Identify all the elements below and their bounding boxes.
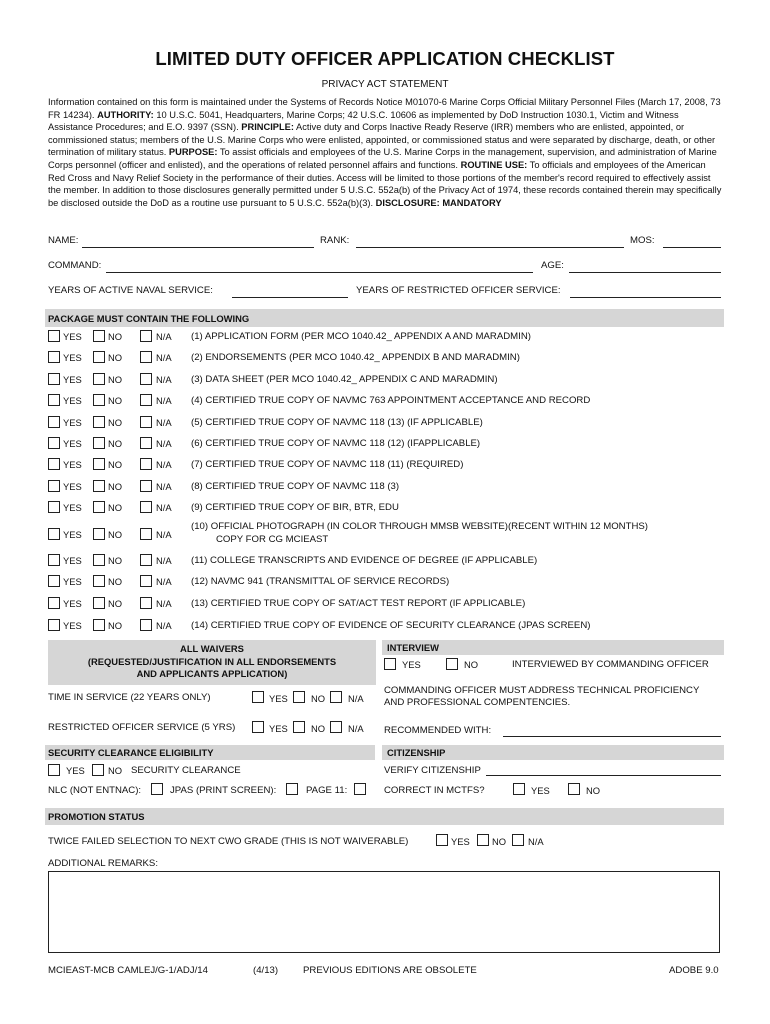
package-item-3-na-checkbox[interactable] — [140, 373, 152, 385]
package-item-12-na-label: N/A — [156, 576, 172, 587]
package-item-6-no-label: NO — [108, 438, 123, 449]
age-label: AGE: — [541, 260, 564, 271]
purpose-text: To assist officials and employees of the U.S. Marine Corps in the management, supervision, and administration of Marine Corps personnel (officer and enlisted), and the operations of related personnel affairs and functions. — [48, 147, 717, 170]
restricted-service-na-label: N/A — [348, 723, 364, 734]
twice-failed-na-checkbox[interactable] — [512, 834, 524, 846]
package-item-13-no-label: NO — [108, 598, 123, 609]
package-item-4-na-checkbox[interactable] — [140, 394, 152, 406]
routine-use-label: ROUTINE USE: — [460, 159, 528, 170]
package-item-1-yes-label: YES — [63, 331, 82, 342]
time-in-service-na-checkbox[interactable] — [330, 691, 342, 703]
time-in-service-yes-label: YES — [269, 693, 288, 704]
jpas-label: JPAS (PRINT SCREEN): — [170, 785, 277, 796]
jpas-checkbox[interactable] — [286, 783, 298, 795]
page-title: LIMITED DUTY OFFICER APPLICATION CHECKLIST — [155, 48, 615, 69]
years-active-input[interactable] — [232, 297, 348, 298]
package-item-10-na-label: N/A — [156, 529, 172, 540]
package-item-2-no-checkbox[interactable] — [93, 351, 105, 363]
security-no-label: NO — [108, 765, 123, 776]
security-yes-label: YES — [66, 765, 85, 776]
mctfs-yes-checkbox[interactable] — [513, 783, 525, 795]
package-item-2-yes-checkbox[interactable] — [48, 351, 60, 363]
package-item-9-yes-checkbox[interactable] — [48, 501, 60, 513]
package-item-10-yes-label: YES — [63, 529, 82, 540]
package-item-5-na-checkbox[interactable] — [140, 416, 152, 428]
package-item-10-text-line2: COPY FOR CG MCIEAST — [216, 534, 329, 545]
waivers-header — [48, 640, 376, 685]
package-item-11-text: (11) COLLEGE TRANSCRIPTS AND EVIDENCE OF DEGREE (IF APPLICABLE) — [191, 555, 538, 566]
package-item-8-yes-checkbox[interactable] — [48, 480, 60, 492]
package-item-8-no-checkbox[interactable] — [93, 480, 105, 492]
years-active-label: YEARS OF ACTIVE NAVAL SERVICE: — [48, 285, 213, 296]
mctfs-no-label: NO — [586, 785, 601, 796]
citizenship-header-text: CITIZENSHIP — [387, 747, 446, 758]
package-item-6-na-label: N/A — [156, 438, 172, 449]
twice-failed-yes-checkbox[interactable] — [436, 834, 448, 846]
package-item-9-yes-label: YES — [63, 502, 82, 513]
interview-no-checkbox[interactable] — [446, 658, 458, 670]
package-item-11-yes-label: YES — [63, 555, 82, 566]
authority-label: AUTHORITY: — [97, 109, 154, 120]
restricted-service-no-label: NO — [311, 723, 326, 734]
nlc-checkbox[interactable] — [151, 783, 163, 795]
package-item-6-text: (6) CERTIFIED TRUE COPY OF NAVMC 118 (12) (IFAPPLICABLE) — [191, 438, 481, 449]
principle-text: Active duty and Corps Inactive Ready Reserve (IRR) members who are enlisted, appointed, or commissioned status; members of the U.S. Marine Corps who were enlisted, appointed, or commissioned status and were separated by discharge, death, or other termination of military status. — [48, 122, 716, 158]
time-in-service-na-label: N/A — [348, 693, 364, 704]
years-restricted-label: YEARS OF RESTRICTED OFFICER SERVICE: — [356, 285, 561, 296]
authority-text: 10 U.S.C. 5041, Headquarters, Marine Corps; 42 U.S.C. 10606 as implemented by DoD Instruction 1030.1, Victim and Witness Assistance Procedures; and E.O. 9397 (SSN). — [48, 109, 679, 133]
twice-failed-yes-label: YES — [451, 836, 470, 847]
package-item-8-na-checkbox[interactable] — [140, 480, 152, 492]
package-item-3-na-label: N/A — [156, 374, 172, 385]
twice-failed-label: TWICE FAILED SELECTION TO NEXT CWO GRADE (THIS IS NOT WAIVERABLE) — [48, 836, 409, 847]
package-item-5-text: (5) CERTIFIED TRUE COPY OF NAVMC 118 (13) (IF APPLICABLE) — [191, 417, 483, 428]
recommended-with-label: RECOMMENDED WITH: — [384, 725, 492, 736]
package-item-6-yes-label: YES — [63, 438, 82, 449]
package-item-9-na-label: N/A — [156, 502, 172, 513]
remarks-textarea[interactable] — [48, 871, 720, 953]
package-item-6-yes-checkbox[interactable] — [48, 437, 60, 449]
package-item-14-yes-label: YES — [63, 620, 82, 631]
waivers-subtitle-2: AND APPLICANTS APPLICATION) — [136, 668, 288, 679]
package-item-10-na-checkbox[interactable] — [140, 528, 152, 540]
package-item-11-na-label: N/A — [156, 555, 172, 566]
package-item-10-yes-checkbox[interactable] — [48, 528, 60, 540]
package-item-10-no-checkbox[interactable] — [93, 528, 105, 540]
co-requirement-line1: COMMANDING OFFICER MUST ADDRESS TECHNICAL PROFICIENCY — [384, 685, 700, 696]
package-item-1-na-checkbox[interactable] — [140, 330, 152, 342]
time-in-service-label: TIME IN SERVICE (22 YEARS ONLY) — [48, 692, 211, 703]
package-item-13-na-checkbox[interactable] — [140, 597, 152, 609]
package-item-4-yes-label: YES — [63, 395, 82, 406]
interviewed-by-co: INTERVIEWED BY COMMANDING OFFICER — [512, 659, 709, 670]
recommended-with-input[interactable] — [503, 736, 721, 737]
twice-failed-na-label: N/A — [528, 836, 544, 847]
package-item-1-na-label: N/A — [156, 331, 172, 342]
package-item-2-yes-label: YES — [63, 352, 82, 363]
command-label: COMMAND: — [48, 260, 102, 271]
restricted-service-yes-checkbox[interactable] — [252, 721, 264, 733]
package-item-3-no-label: NO — [108, 374, 123, 385]
package-item-3-text: (3) DATA SHEET (PER MCO 1040.42_ APPENDIX C AND MARADMIN) — [191, 374, 498, 385]
restricted-service-label: RESTRICTED OFFICER SERVICE (5 YRS) — [48, 722, 236, 733]
package-item-7-text: (7) CERTIFIED TRUE COPY OF NAVMC 118 (11) (REQUIRED) — [191, 459, 464, 470]
restricted-service-yes-label: YES — [269, 723, 288, 734]
years-restricted-input[interactable] — [570, 297, 721, 298]
package-item-1-no-checkbox[interactable] — [93, 330, 105, 342]
form-date: (4/13) — [253, 965, 279, 976]
package-item-11-no-checkbox[interactable] — [93, 554, 105, 566]
correct-in-mctfs-label: CORRECT IN MCTFS? — [384, 785, 485, 796]
restricted-service-no-checkbox[interactable] — [293, 721, 305, 733]
package-item-7-yes-checkbox[interactable] — [48, 458, 60, 470]
verify-citizenship-input[interactable] — [486, 775, 721, 776]
package-item-8-text: (8) CERTIFIED TRUE COPY OF NAVMC 118 (3) — [191, 481, 400, 492]
package-item-2-na-checkbox[interactable] — [140, 351, 152, 363]
twice-failed-no-label: NO — [492, 836, 507, 847]
package-item-12-no-label: NO — [108, 576, 123, 587]
package-item-7-no-label: NO — [108, 459, 123, 470]
restricted-service-na-checkbox[interactable] — [330, 721, 342, 733]
page11-label: PAGE 11: — [306, 785, 348, 796]
promotion-header — [45, 808, 724, 825]
security-no-checkbox[interactable] — [92, 764, 104, 776]
package-item-4-no-label: NO — [108, 395, 123, 406]
software-version: ADOBE 9.0 — [669, 965, 719, 976]
interview-header — [382, 640, 724, 655]
package-item-5-no-label: NO — [108, 417, 123, 428]
promotion-header-text: PROMOTION STATUS — [48, 811, 145, 822]
obsolete-notice: PREVIOUS EDITIONS ARE OBSOLETE — [303, 965, 477, 976]
form-number: MCIEAST-MCB CAMLEJ/G-1/ADJ/14 — [48, 965, 208, 976]
package-item-5-na-label: N/A — [156, 417, 172, 428]
package-item-8-no-label: NO — [108, 481, 123, 492]
package-item-3-yes-label: YES — [63, 374, 82, 385]
package-item-1-yes-checkbox[interactable] — [48, 330, 60, 342]
package-item-14-na-checkbox[interactable] — [140, 619, 152, 631]
package-item-12-text: (12) NAVMC 941 (TRANSMITTAL OF SERVICE RECORDS) — [191, 576, 450, 587]
time-in-service-no-checkbox[interactable] — [293, 691, 305, 703]
disclosure-text: MANDATORY — [442, 197, 502, 208]
package-item-5-yes-label: YES — [63, 417, 82, 428]
package-item-1-text: (1) APPLICATION FORM (PER MCO 1040.42_ APPENDIX A AND MARADMIN) — [191, 331, 531, 342]
package-item-14-no-checkbox[interactable] — [93, 619, 105, 631]
mos-input[interactable] — [663, 247, 721, 248]
package-item-7-no-checkbox[interactable] — [93, 458, 105, 470]
rank-label: RANK: — [320, 235, 350, 246]
security-header-text: SECURITY CLEARANCE ELIGIBILITY — [48, 747, 214, 758]
age-input[interactable] — [569, 272, 721, 273]
interview-yes-checkbox[interactable] — [384, 658, 396, 670]
interview-yes-label: YES — [402, 659, 421, 670]
mctfs-no-checkbox[interactable] — [568, 783, 580, 795]
purpose-label: PURPOSE: — [168, 147, 218, 158]
package-item-5-no-checkbox[interactable] — [93, 416, 105, 428]
verify-citizenship-label: VERIFY CITIZENSHIP — [384, 765, 481, 776]
package-item-8-na-label: N/A — [156, 481, 172, 492]
package-item-14-yes-checkbox[interactable] — [48, 619, 60, 631]
package-item-10-no-label: NO — [108, 529, 123, 540]
package-item-9-text: (9) CERTIFIED TRUE COPY OF BIR, BTR, EDU — [191, 502, 399, 513]
security-clearance-label: SECURITY CLEARANCE — [131, 765, 241, 776]
security-header — [45, 745, 375, 760]
name-label: NAME: — [48, 235, 79, 246]
package-item-5-yes-checkbox[interactable] — [48, 416, 60, 428]
package-item-7-na-checkbox[interactable] — [140, 458, 152, 470]
routine-use-text: To officials and employees of the American Red Cross and Navy Relief Society in the performance of their duties. Access will be limited to those portions of the member's record required to effectively assist the member. In addition to those disclosures generally permitted under 5 U.S.C. 552a(b) of the Privacy Act of 1974, these records contained therein may specifically be disclosed outside the DoD as a routine use pursuant to 5 U.S.C. 552a(b)(3). — [48, 159, 722, 208]
package-item-6-na-checkbox[interactable] — [140, 437, 152, 449]
waivers-title: ALL WAIVERS — [180, 643, 244, 654]
time-in-service-no-label: NO — [311, 693, 326, 704]
time-in-service-yes-checkbox[interactable] — [252, 691, 264, 703]
twice-failed-no-checkbox[interactable] — [477, 834, 489, 846]
package-item-12-yes-checkbox[interactable] — [48, 575, 60, 587]
nlc-label: NLC (NOT ENTNAC): — [48, 785, 142, 796]
package-item-2-na-label: N/A — [156, 352, 172, 363]
package-item-12-na-checkbox[interactable] — [140, 575, 152, 587]
privacy-heading: PRIVACY ACT STATEMENT — [321, 79, 449, 90]
package-item-13-text: (13) CERTIFIED TRUE COPY OF SAT/ACT TEST REPORT (IF APPLICABLE) — [191, 598, 526, 609]
package-item-8-yes-label: YES — [63, 481, 82, 492]
package-item-4-no-checkbox[interactable] — [93, 394, 105, 406]
package-item-3-yes-checkbox[interactable] — [48, 373, 60, 385]
interview-no-label: NO — [464, 659, 479, 670]
package-item-9-no-checkbox[interactable] — [93, 501, 105, 513]
security-yes-checkbox[interactable] — [48, 764, 60, 776]
interview-header-text: INTERVIEW — [387, 642, 439, 653]
package-item-13-na-label: N/A — [156, 598, 172, 609]
citizenship-header — [382, 745, 724, 760]
package-item-10-text: (10) OFFICIAL PHOTOGRAPH (IN COLOR THROUGH MMSB WEBSITE)(RECENT WITHIN 12 MONTHS) — [191, 521, 648, 532]
package-item-4-text: (4) CERTIFIED TRUE COPY OF NAVMC 763 APPOINTMENT ACCEPTANCE AND RECORD — [191, 395, 591, 406]
package-item-11-yes-checkbox[interactable] — [48, 554, 60, 566]
mctfs-yes-label: YES — [531, 785, 550, 796]
package-item-13-yes-label: YES — [63, 598, 82, 609]
page11-checkbox[interactable] — [354, 783, 366, 795]
package-item-11-na-checkbox[interactable] — [140, 554, 152, 566]
privacy-statement: Information contained on this form is maintained under the Systems of Records Notice M01070-6 Marine Corps Official Military Personnel Files (March 17, 2008, 73 FR 14234). AUTHORITY: 10 U.S.C. 5041, Headquarters, Marine Corps; 42 U.S.C. 10606 as implemented by DoD Instruction 1030.1, Victim and Witness Assistance Procedures; and E.O. 9397 (SSN). PRINCIPLE: Active duty and Corps Inactive Ready Reserve (IRR) members who are enlisted, appointed, or commissioned status; members of the U.S. Marine Corps who were enlisted, appointed, or commissioned status and were separated by discharge, death, or other termination of military status. PURPOSE: To assist officials and employees of the U.S. Marine Corps in the management, supervision, and administration of Marine Corps personnel (officer and enlisted), and the operations of related personnel affairs and functions. ROUTINE USE: To officials and employees of the American Red Cross and Navy Relief Society in the performance of their duties. Access will be limited to those portions of the member's record required to effectively assist the member. In addition to those disclosures generally permitted under 5 U.S.C. 552a(b) of the Privacy Act of 1974, these records contained therein may specifically be disclosed outside the DoD as a routine use pursuant to 5 U.S.C. 552a(b)(3). DISCLOSURE: MANDATORY — [48, 97, 722, 208]
package-item-13-no-checkbox[interactable] — [93, 597, 105, 609]
package-item-2-text: (2) ENDORSEMENTS (PER MCO 1040.42_ APPENDIX B AND MARADMIN) — [191, 352, 520, 363]
package-item-1-no-label: NO — [108, 331, 123, 342]
name-input[interactable] — [82, 247, 314, 248]
package-item-6-no-checkbox[interactable] — [93, 437, 105, 449]
package-item-14-na-label: N/A — [156, 620, 172, 631]
package-item-7-na-label: N/A — [156, 459, 172, 470]
package-item-9-na-checkbox[interactable] — [140, 501, 152, 513]
mos-label: MOS: — [630, 235, 655, 246]
principle-label: PRINCIPLE: — [241, 122, 294, 133]
command-input[interactable] — [106, 272, 533, 273]
package-item-12-no-checkbox[interactable] — [93, 575, 105, 587]
waivers-subtitle-1: (REQUESTED/JUSTIFICATION IN ALL ENDORSEMENTS — [87, 655, 337, 667]
package-item-11-no-label: NO — [108, 555, 123, 566]
package-item-9-no-label: NO — [108, 502, 123, 513]
package-item-14-no-label: NO — [108, 620, 123, 631]
disclosure-label: DISCLOSURE — [375, 197, 437, 208]
package-header-text: PACKAGE MUST CONTAIN THE FOLLOWING — [48, 313, 250, 324]
remarks-label: ADDITIONAL REMARKS: — [48, 858, 158, 869]
package-item-4-yes-checkbox[interactable] — [48, 394, 60, 406]
package-item-13-yes-checkbox[interactable] — [48, 597, 60, 609]
package-item-12-yes-label: YES — [63, 576, 82, 587]
package-item-7-yes-label: YES — [63, 459, 82, 470]
package-header — [45, 309, 724, 327]
package-item-2-no-label: NO — [108, 352, 123, 363]
package-item-3-no-checkbox[interactable] — [93, 373, 105, 385]
co-requirement-line2: AND PROFESSIONAL COMPENTENCIES. — [384, 697, 571, 708]
rank-input[interactable] — [356, 247, 624, 248]
package-item-14-text: (14) CERTIFIED TRUE COPY OF EVIDENCE OF SECURITY CLEARANCE (JPAS SCREEN) — [191, 620, 591, 631]
privacy-intro: Information contained on this form is maintained under the Systems of Records Notice M01070-6 Marine Corps Official Military Personnel Files (March 17, 2008, 73 FR 14234). — [48, 97, 721, 120]
package-item-4-na-label: N/A — [156, 395, 172, 406]
